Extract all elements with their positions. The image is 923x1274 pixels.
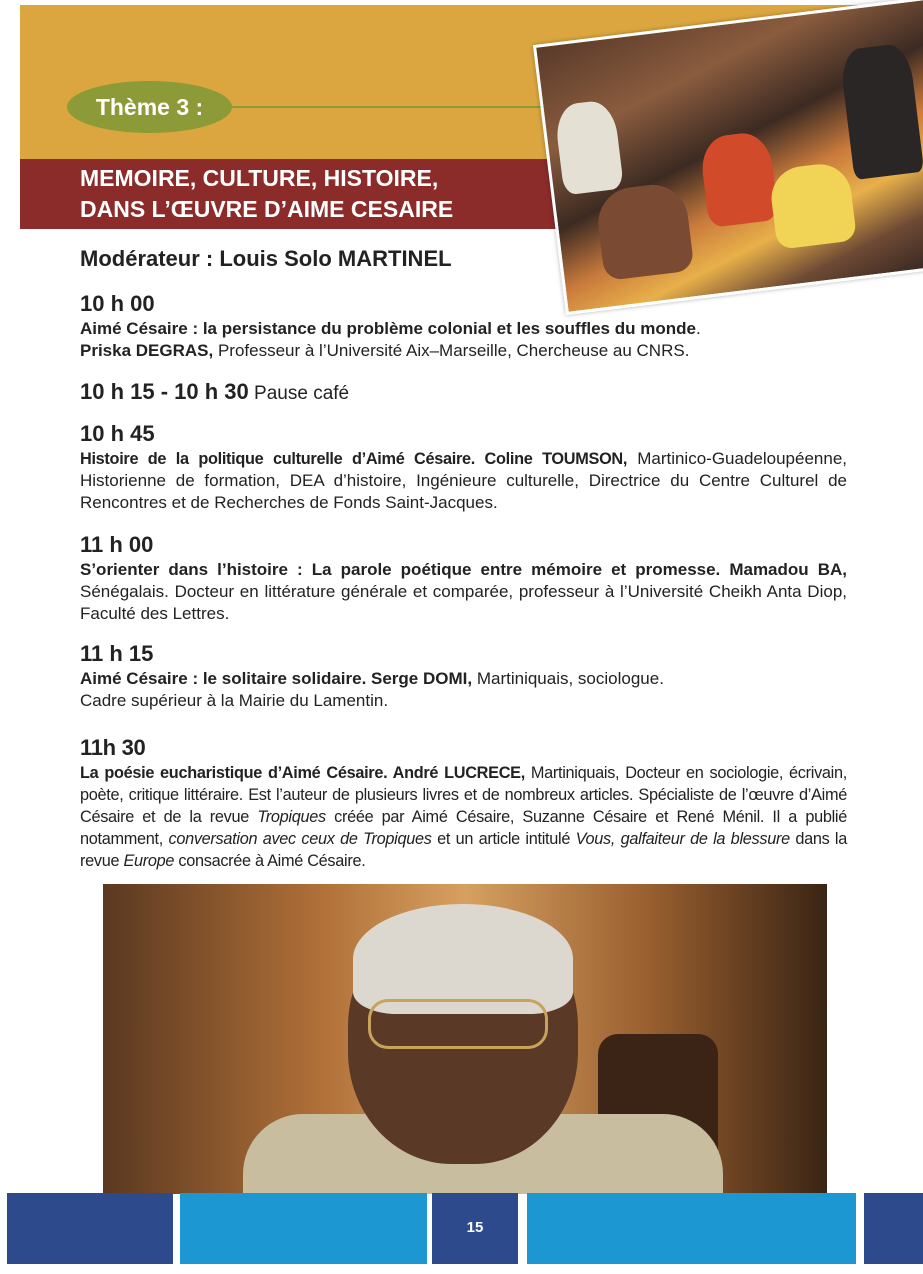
cesaire-portrait bbox=[103, 884, 827, 1194]
theme-divider bbox=[230, 106, 550, 108]
session-time: 10 h 00 bbox=[80, 291, 155, 316]
session-time: 11h 30 bbox=[80, 735, 146, 760]
footer-block bbox=[864, 1193, 923, 1264]
session-title: S’orienter dans l’histoire : La parole poétique entre mémoire et promesse. Mamadou BA, bbox=[80, 560, 847, 579]
session-desc-2: Cadre supérieur à la Mairie du Lamentin. bbox=[80, 691, 389, 710]
session-1045 bbox=[80, 420, 847, 514]
session-1130: 11h 30 La poésie eucharistique d’Aimé Césaire. André LUCRECE, Martiniquais, Docteur en sociologie, écrivain, poète, critique littéraire. Est l’auteur de plusieurs livres et de nombreux articles. Spécialiste de l’œuvre d’Aimé Césaire et de la revue Tropiques créée par Aimé Césaire, Suzanne Césaire et René Ménil. Il a publié notamment, conversation avec ceux de Tropiques et un article intitulé Vous, galfaiteur de la blessure dans la revue Europe consacrée à Aimé Césaire. bbox=[80, 735, 848, 870]
session-pause bbox=[80, 378, 847, 406]
theme-label: Thème 3 : bbox=[67, 81, 232, 133]
session-desc: Sénégalais. Docteur en littérature générale et comparée, professeur à l’Université Cheikh Anta Diop, Faculté des Lettres. bbox=[80, 582, 847, 623]
session-desc: Professeur à l’Université Aix–Marseille, Chercheuse au CNRS. bbox=[213, 341, 690, 360]
session-time: 10 h 45 bbox=[80, 421, 155, 446]
title-line-2: DANS L’ŒUVRE D’AIME CESAIRE bbox=[80, 196, 454, 222]
session-time: 11 h 15 bbox=[80, 641, 154, 666]
page-title bbox=[20, 159, 557, 229]
session-title: Aimé Césaire : la persistance du problème colonial et les souffles du monde bbox=[80, 319, 696, 338]
footer-block bbox=[180, 1193, 427, 1264]
footer-block bbox=[7, 1193, 173, 1264]
audience-photo bbox=[533, 0, 923, 315]
session-title: La poésie eucharistique d’Aimé Césaire. André LUCRECE, bbox=[80, 764, 525, 782]
session-speaker: Priska DEGRAS, bbox=[80, 341, 214, 360]
session-time: 10 h 15 - 10 h 30 bbox=[80, 379, 249, 404]
moderator: Modérateur : Louis Solo MARTINEL bbox=[80, 246, 452, 271]
page-number: 15 bbox=[466, 1219, 484, 1236]
session-title: Aimé Césaire : le solitaire solidaire. Serge DOMI, bbox=[80, 669, 473, 688]
title-line-1: MEMOIRE, CULTURE, HISTOIRE, bbox=[80, 165, 439, 191]
session-title: Histoire de la politique culturelle d’Aimé Césaire. Coline TOUMSON, bbox=[80, 450, 628, 468]
footer-block bbox=[527, 1193, 856, 1264]
session-1100 bbox=[80, 531, 847, 625]
session-1000: 10 h 00 Aimé Césaire : la persistance du problème colonial et les souffles du monde. Priska DEGRAS, Professeur à l’Université Aix–Marseille, Chercheuse au CNRS. bbox=[80, 290, 847, 362]
session-desc: Martiniquais, sociologue. bbox=[472, 669, 664, 688]
session-time: 11 h 00 bbox=[80, 532, 154, 557]
session-desc: Pause café bbox=[248, 383, 350, 404]
session-desc: Martinico-Guadeloupéenne, Historienne de formation, DEA d’histoire, Ingénieure culturelle, Directrice du Centre Culturel de Rencontres et de Recherches de Fonds Saint-Jacques. bbox=[80, 449, 847, 512]
session-1115 bbox=[80, 640, 847, 712]
